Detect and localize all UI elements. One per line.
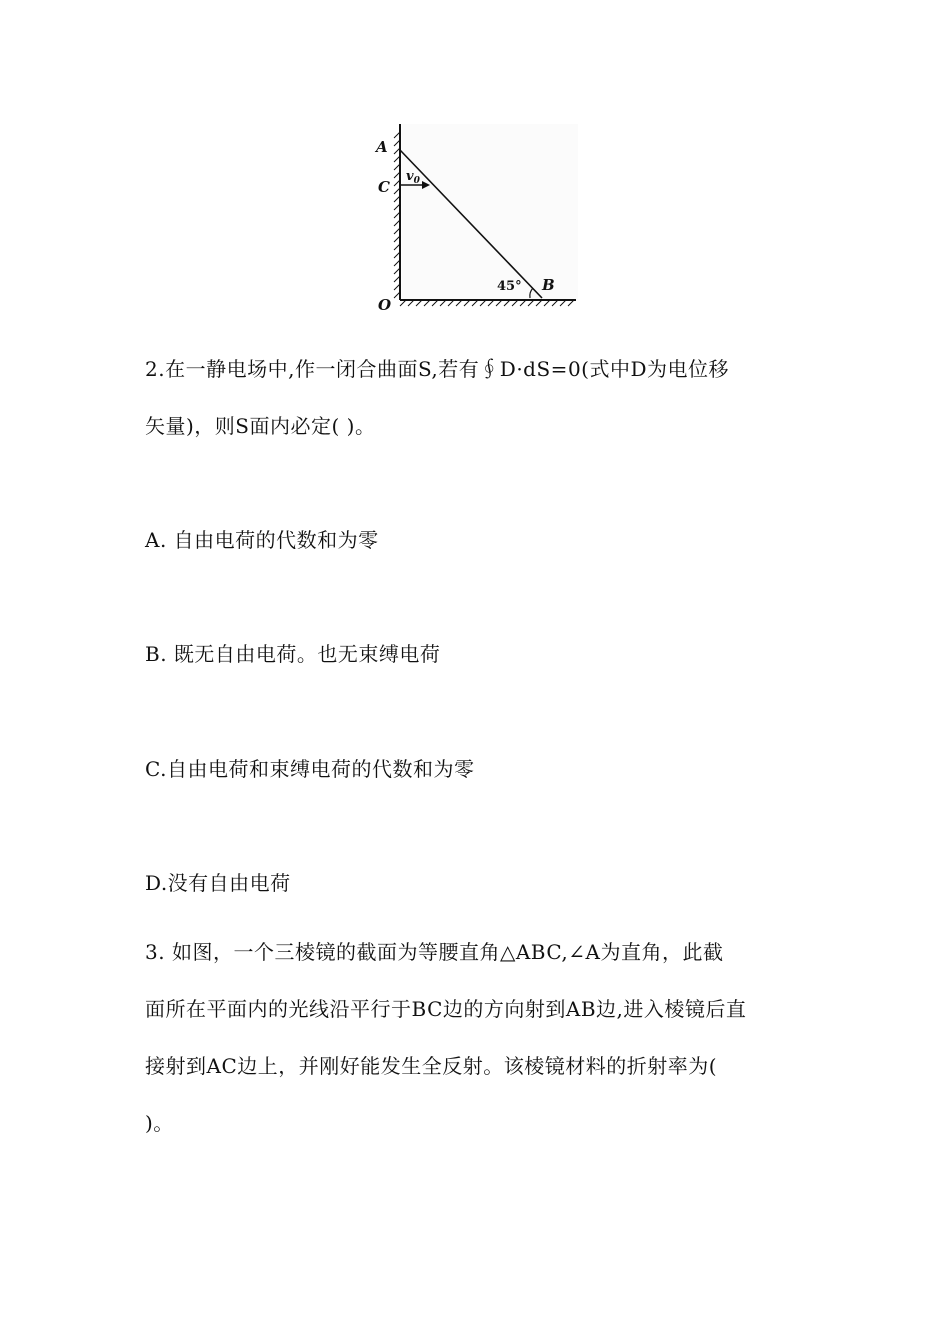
q2-option-a: A. 自由电荷的代数和为零 xyxy=(145,528,379,552)
label-v: v xyxy=(406,169,414,184)
label-o: O xyxy=(378,296,392,312)
incline-diagram xyxy=(370,122,580,312)
q2-option-c: C.自由电荷和束缚电荷的代数和为零 xyxy=(145,757,475,781)
q2-line-2: 矢量)，则S面内必定( )。 xyxy=(145,414,376,438)
q2-line-1: 2.在一静电场中,作一闭合曲面S,若有∮D·dS=0(式中D为电位移 xyxy=(145,357,730,381)
label-b: B xyxy=(542,276,555,294)
label-a: A xyxy=(376,138,388,156)
label-v-subscript: 0 xyxy=(413,176,420,186)
figure-background xyxy=(402,124,578,300)
q2-option-d: D.没有自由电荷 xyxy=(145,871,291,895)
incline-figure xyxy=(370,122,580,312)
q3-line-3: 接射到AC边上，并刚好能发生全反射。该棱镜材料的折射率为( xyxy=(145,1054,718,1078)
q2-option-b: B. 既无自由电荷。也无束缚电荷 xyxy=(145,642,441,666)
q3-line-4: )。 xyxy=(145,1111,174,1135)
label-c: C xyxy=(378,178,390,196)
label-angle: 45° xyxy=(497,279,522,294)
q3-line-1: 3. 如图，一个三棱镜的截面为等腰直角△ABC,∠A为直角，此截 xyxy=(145,940,724,964)
q3-line-2: 面所在平面内的光线沿平行于BC边的方向射到AB边,进入棱镜后直 xyxy=(145,997,747,1021)
